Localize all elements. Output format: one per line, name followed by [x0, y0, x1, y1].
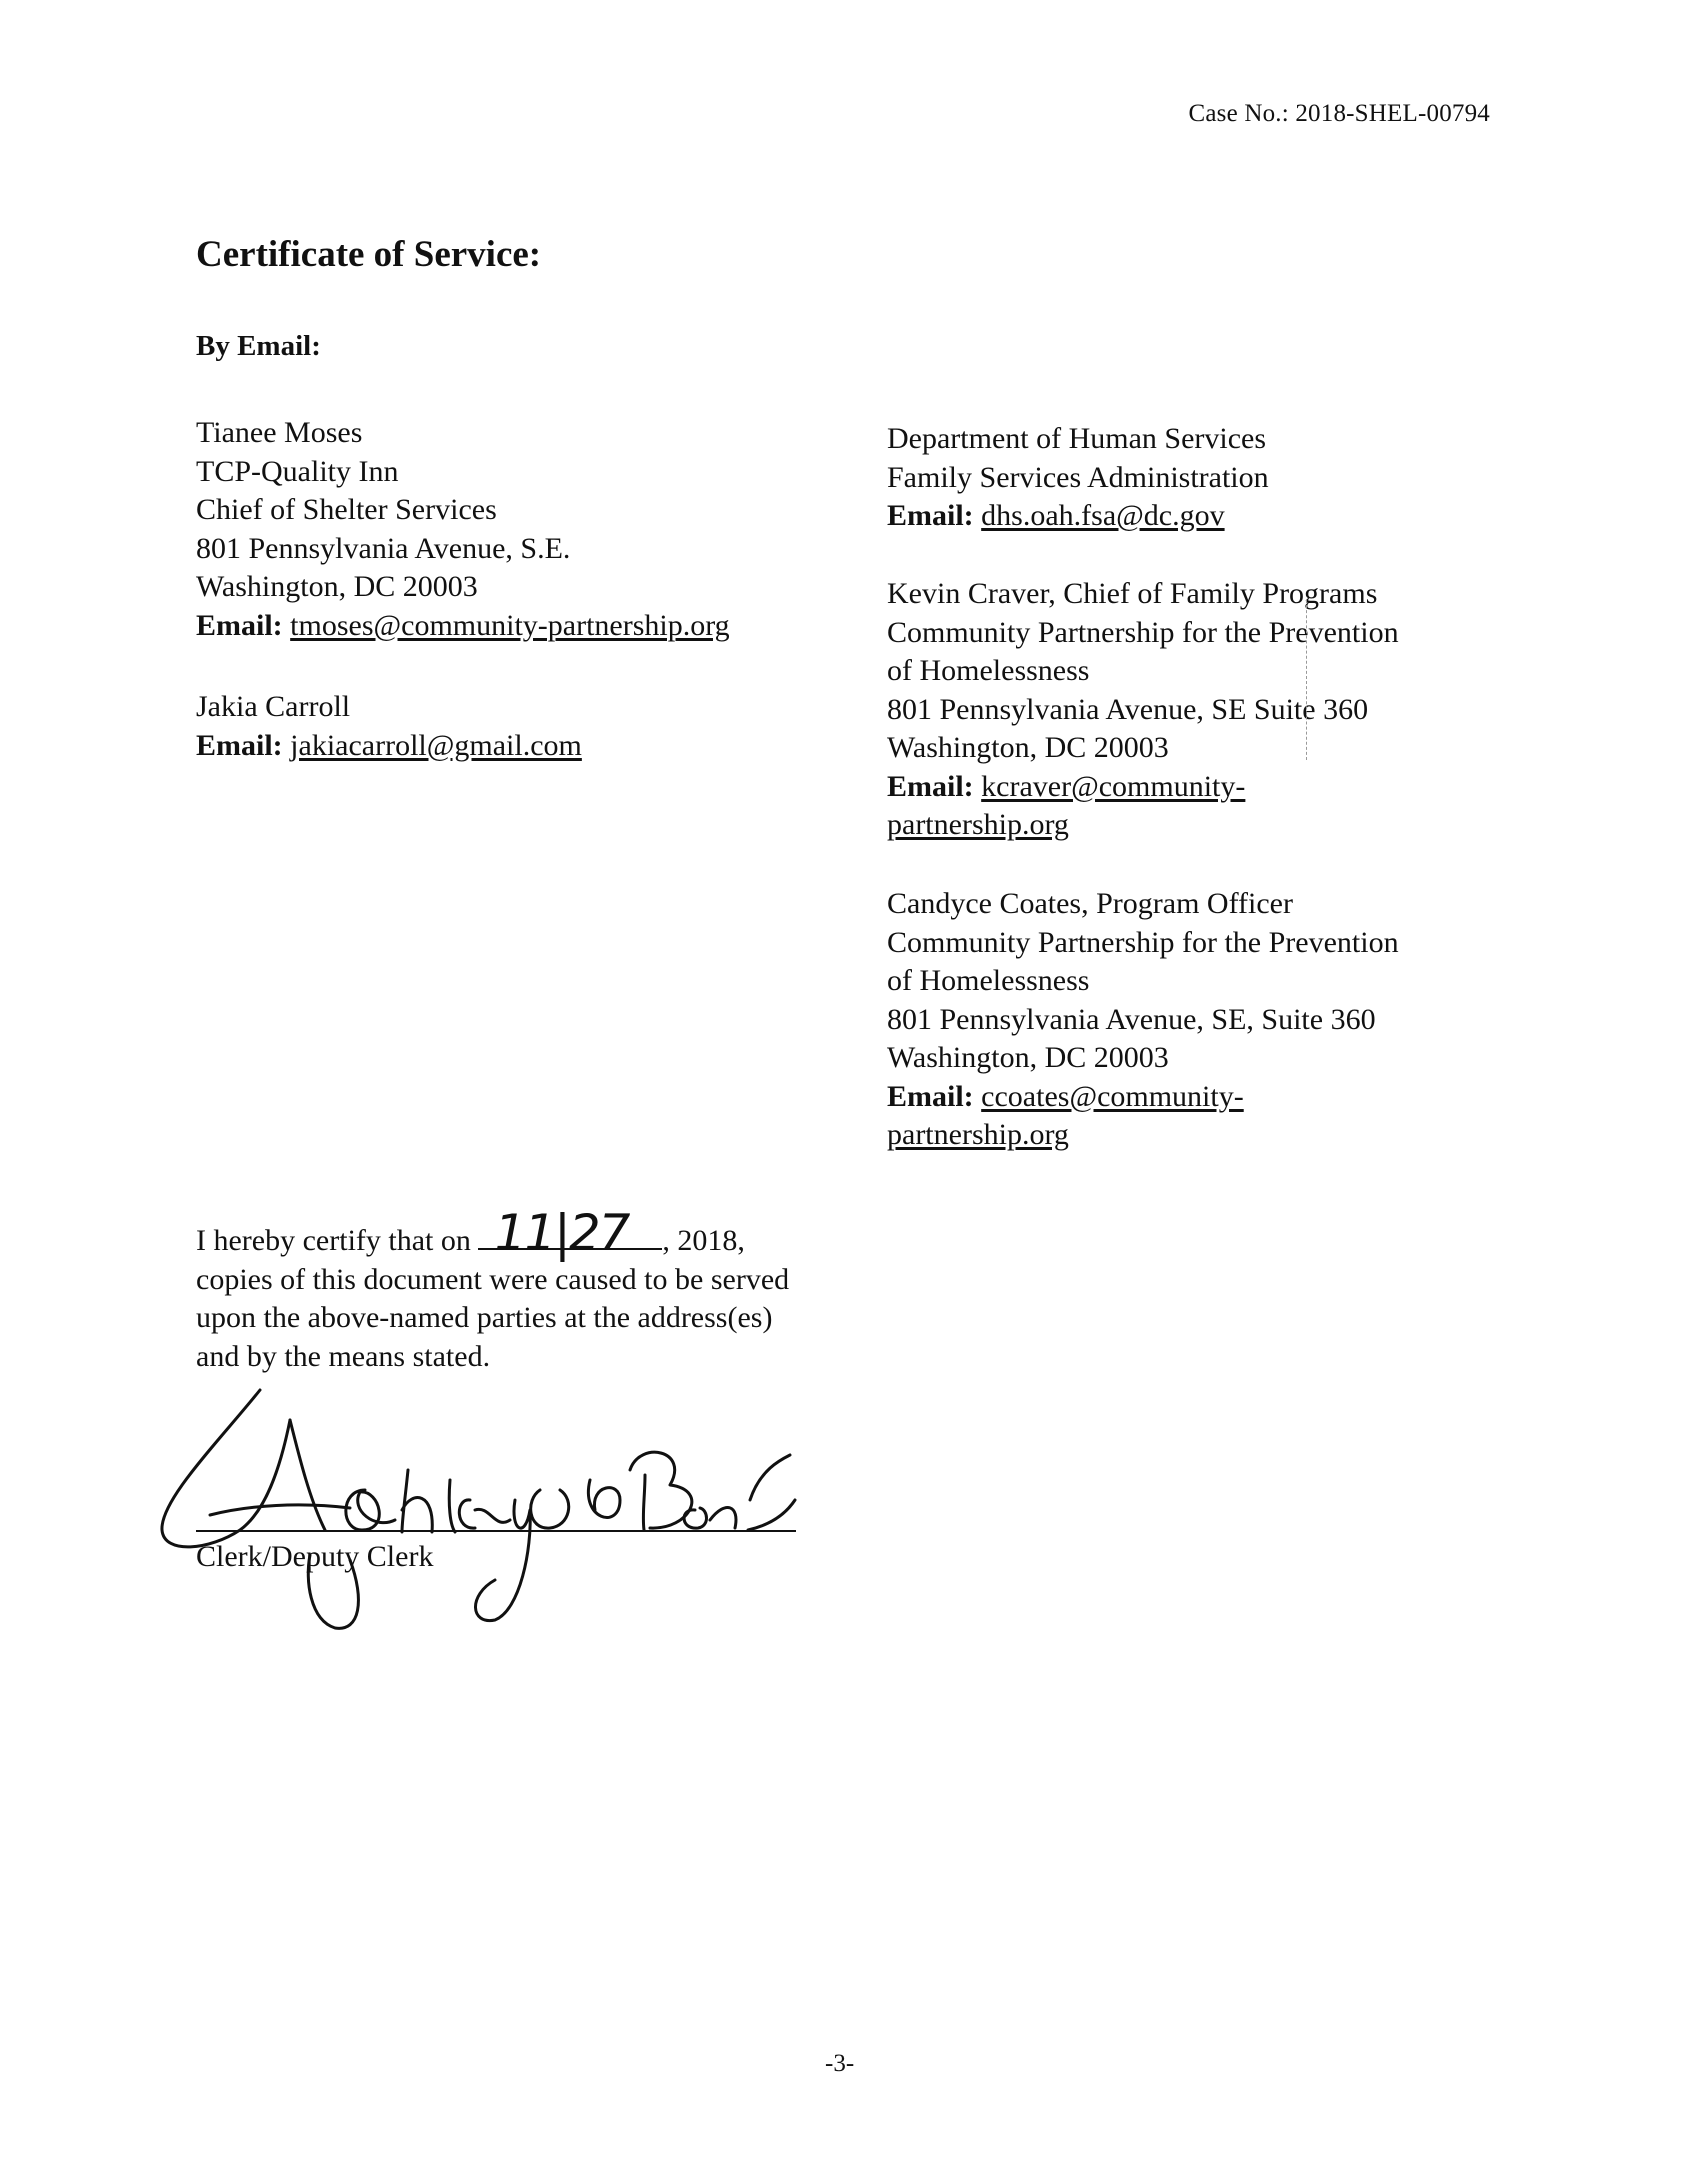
scan-artifact-line: [1306, 600, 1309, 760]
email-label: Email:: [196, 608, 283, 642]
address-line: Family Services Administration: [887, 460, 1269, 494]
page-number: -3-: [825, 2050, 855, 2077]
signature-line: [196, 1530, 796, 1532]
email-line: [196, 607, 730, 646]
address-line: 801 Pennsylvania Avenue, S.E.: [196, 531, 571, 565]
certify-suffix: , 2018,: [662, 1224, 745, 1257]
email-link[interactable]: dhs.oah.fsa@dc.gov: [981, 499, 1225, 532]
address-line: Department of Human Services: [887, 422, 1267, 455]
address-line: Candyce Coates, Program Officer: [887, 887, 1293, 920]
email-line: [196, 727, 582, 766]
certify-line-1: [196, 1203, 789, 1262]
date-blank: [478, 1203, 662, 1262]
certify-prefix: I hereby certify that on: [196, 1224, 471, 1257]
email-line: [887, 497, 1269, 536]
email-link-continued[interactable]: partnership.org: [887, 808, 1069, 841]
case-number: Case No.: 2018-SHEL-00794: [1188, 100, 1490, 127]
email-line: [887, 768, 1399, 807]
address-line: 801 Pennsylvania Avenue, SE, Suite 360: [887, 1002, 1376, 1036]
address-line: Community Partnership for the Prevention: [887, 925, 1399, 959]
address-line: of Homelessness: [887, 654, 1090, 687]
signature-caption: Clerk/Deputy Clerk: [196, 1540, 434, 1573]
handwritten-date: 11|27: [494, 1203, 629, 1262]
address-line: 801 Pennsylvania Avenue, SE Suite 360: [887, 692, 1369, 726]
address-line: TCP-Quality Inn: [196, 454, 399, 488]
party-dhs: [887, 420, 1269, 536]
address-line: Tianee Moses: [196, 416, 363, 449]
address-line: Jakia Carroll: [196, 690, 351, 723]
certification-statement: [196, 1203, 790, 1376]
email-link-continued[interactable]: partnership.org: [887, 1118, 1069, 1151]
email-link[interactable]: ccoates@community-: [981, 1079, 1244, 1113]
certify-line-2: copies of this document were caused to be served: [196, 1262, 790, 1296]
email-label: Email:: [887, 769, 974, 803]
certificate-title: Certificate of Service:: [196, 234, 542, 275]
party-tianee-moses: [196, 414, 730, 645]
email-link[interactable]: tmoses@community-partnership.org: [290, 608, 730, 642]
address-line: Community Partnership for the Prevention: [887, 615, 1399, 649]
certify-line-3: upon the above-named parties at the address(es): [196, 1301, 773, 1334]
handwritten-signature: [150, 1380, 800, 1640]
address-line: Washington, DC 20003: [196, 570, 478, 603]
party-kevin-craver: [887, 575, 1399, 845]
email-line: [887, 1078, 1399, 1117]
address-line: Chief of Shelter Services: [196, 493, 497, 526]
email-link[interactable]: jakiacarroll@gmail.com: [290, 728, 582, 762]
by-email-heading: By Email:: [196, 330, 321, 362]
email-label: Email:: [196, 728, 283, 762]
address-line: Washington, DC 20003: [887, 731, 1169, 764]
certify-line-4: and by the means stated.: [196, 1339, 491, 1373]
email-label: Email:: [887, 499, 974, 532]
party-jakia-carroll: [196, 688, 582, 765]
address-line: Washington, DC 20003: [887, 1041, 1169, 1074]
address-line: Kevin Craver, Chief of Family Programs: [887, 577, 1378, 610]
party-candyce-coates: [887, 885, 1399, 1155]
address-line: of Homelessness: [887, 964, 1090, 997]
email-link[interactable]: kcraver@community-: [981, 769, 1246, 803]
email-label: Email:: [887, 1079, 974, 1113]
